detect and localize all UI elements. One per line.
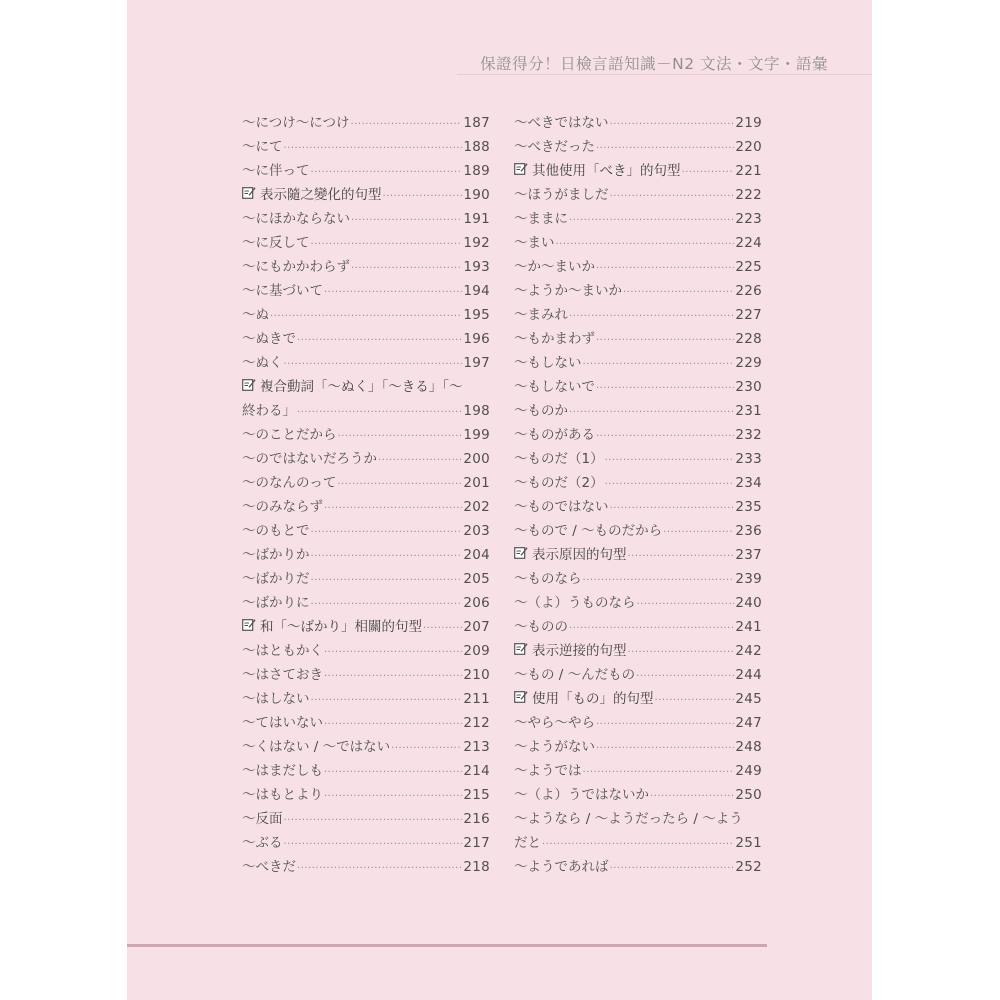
toc-entry-label: ～ものだ（2）: [514, 475, 604, 491]
dot-leader: [324, 665, 462, 689]
toc-page-number: 190: [463, 187, 490, 203]
toc-entry-label: 表示隨之變化的句型: [260, 187, 382, 203]
dot-leader: [311, 593, 463, 617]
toc-entry: [514, 471, 762, 495]
toc-entry: [514, 399, 762, 423]
toc-entry: [514, 135, 762, 159]
dot-leader: [311, 521, 463, 545]
toc-entry: [242, 759, 490, 783]
dot-leader: [569, 305, 734, 329]
toc-entry: [514, 807, 762, 831]
toc-page-number: 247: [735, 715, 762, 731]
toc-entry: [242, 639, 490, 663]
toc-entry-label: ～やら～やら: [514, 715, 595, 731]
dot-leader: [311, 161, 463, 185]
toc-entry-label: ～もかまわず: [514, 331, 595, 347]
toc-entry-label: ～べきだ: [242, 859, 296, 875]
dot-leader: [542, 833, 734, 857]
toc-page-number: 244: [735, 667, 762, 683]
toc-page-number: 201: [463, 475, 490, 491]
toc-entry-label: ～ものではない: [514, 499, 609, 515]
dot-leader: [583, 761, 735, 785]
dot-leader: [628, 641, 735, 665]
toc-page-number: 188: [463, 139, 490, 155]
toc-entry-label: ～（よ）うではないか: [514, 787, 649, 803]
dot-leader: [596, 329, 734, 353]
dot-leader: [324, 641, 462, 665]
toc-page-number: 225: [735, 259, 762, 275]
toc-entry-label: ～もので / ～ものだから: [514, 523, 663, 539]
dot-leader: [297, 401, 462, 425]
toc-page-number: 231: [735, 403, 762, 419]
dot-leader: [610, 113, 735, 137]
dot-leader: [391, 737, 462, 761]
toc-entry-label: ～もしない: [514, 355, 582, 371]
toc-entry: [242, 519, 490, 543]
toc-entry: [242, 399, 490, 423]
toc-page-number: 214: [463, 763, 490, 779]
dot-leader: [338, 425, 463, 449]
toc-page-number: 230: [735, 379, 762, 395]
toc-entry-label: ～ほうがましだ: [514, 187, 609, 203]
dot-leader: [628, 545, 735, 569]
toc-page-number: 252: [735, 859, 762, 875]
toc-entry-label: ～ぬく: [242, 355, 283, 371]
toc-entry: [514, 495, 762, 519]
dot-leader: [378, 449, 462, 473]
toc-page-number: 191: [463, 211, 490, 227]
toc-page-number: 233: [735, 451, 762, 467]
toc-entry-label: ～ようであれば: [514, 859, 609, 875]
toc-page-number: 227: [735, 307, 762, 323]
toc-entry: [514, 255, 762, 279]
toc-entry: [242, 231, 490, 255]
dot-leader: [324, 761, 462, 785]
toc-entry-label: ～ようがない: [514, 739, 595, 755]
toc-entry-label: ～はまだしも: [242, 763, 323, 779]
toc-entry-label: ～ものの: [514, 619, 568, 635]
toc-page-number: 194: [463, 283, 490, 299]
toc-page-number: 237: [735, 547, 762, 563]
dot-leader: [556, 233, 735, 257]
dot-leader: [610, 185, 735, 209]
toc-page-number: 224: [735, 235, 762, 251]
toc-page-number: 200: [463, 451, 490, 467]
dot-leader: [596, 137, 734, 161]
toc-page-number: 192: [463, 235, 490, 251]
toc-entry-label: ～ようか～まいか: [514, 283, 622, 299]
toc-category-entry: [242, 615, 490, 639]
toc-page-number: 226: [735, 283, 762, 299]
toc-page-number: 245: [735, 691, 762, 707]
toc-page-number: 229: [735, 355, 762, 371]
toc-page-number: 242: [735, 643, 762, 659]
dot-leader: [311, 233, 463, 257]
toc-entry-label: ～まい: [514, 235, 555, 251]
toc-entry-label: ～はともかく: [242, 643, 323, 659]
toc-page-number: 234: [735, 475, 762, 491]
toc-left-column: [242, 111, 490, 879]
toc-entry: [242, 351, 490, 375]
toc-entry-label: ～ものなら: [514, 571, 582, 587]
toc-page-number: 251: [735, 835, 762, 851]
toc-entry: [242, 327, 490, 351]
toc-entry: [514, 735, 762, 759]
memo-pencil-icon: [514, 543, 528, 556]
toc-entry: [514, 327, 762, 351]
toc-page-number: 204: [463, 547, 490, 563]
dot-leader: [682, 161, 735, 185]
toc-entry-label: 表示逆接的句型: [532, 643, 627, 659]
toc-entry: [514, 759, 762, 783]
toc-page-number: 207: [463, 619, 490, 635]
dot-leader: [655, 689, 735, 713]
toc-page-number: 196: [463, 331, 490, 347]
toc-entry: [242, 591, 490, 615]
toc-entry: [514, 855, 762, 879]
toc-page-number: 199: [463, 427, 490, 443]
toc-entry: [242, 831, 490, 855]
toc-entry-label: 使用「もの」的句型: [532, 691, 654, 707]
dot-leader: [324, 785, 462, 809]
dot-leader: [636, 665, 734, 689]
dot-leader: [610, 497, 735, 521]
memo-pencil-icon: [242, 375, 256, 388]
dot-leader: [583, 569, 735, 593]
toc-entry-label: ～にて: [242, 139, 283, 155]
toc-entry: [514, 351, 762, 375]
toc-entry-label: ～はもとより: [242, 787, 323, 803]
dot-leader: [337, 473, 462, 497]
toc-entry: [242, 663, 490, 687]
dot-leader: [351, 257, 462, 281]
toc-entry-label: 複合動詞「～ぬく」「～きる」「～: [260, 379, 463, 395]
dot-leader: [324, 713, 462, 737]
toc-entry-label: ～べきだった: [514, 139, 595, 155]
toc-entry: [242, 471, 490, 495]
toc-entry-label: ～に伴って: [242, 163, 310, 179]
toc-page-number: 197: [463, 355, 490, 371]
toc-entry-label: ～ぶる: [242, 835, 283, 851]
toc-page-number: 205: [463, 571, 490, 587]
toc-entry: [514, 303, 762, 327]
toc-category-entry: [514, 687, 762, 711]
dot-leader: [311, 689, 463, 713]
toc-entry: [242, 567, 490, 591]
toc-entry-label: ～ばかりに: [242, 595, 310, 611]
toc-entry: [514, 783, 762, 807]
memo-pencil-icon: [514, 639, 528, 652]
toc-entry: [514, 375, 762, 399]
memo-pencil-icon: [514, 159, 528, 172]
toc-entry: [242, 855, 490, 879]
toc-entry-label: ～反面: [242, 811, 283, 827]
toc-page-number: 241: [735, 619, 762, 635]
dot-leader: [596, 377, 734, 401]
toc-entry: [514, 447, 762, 471]
toc-page-number: 217: [463, 835, 490, 851]
toc-entry-label: ～はさておき: [242, 667, 323, 683]
toc-entry-label: ～はしない: [242, 691, 310, 707]
toc-page-number: 193: [463, 259, 490, 275]
dot-leader: [284, 809, 463, 833]
toc-entry: [514, 831, 762, 855]
toc-right-column: [514, 111, 762, 879]
toc-entry-label: 終わる」: [242, 403, 296, 419]
dot-leader: [663, 521, 734, 545]
dot-leader: [596, 713, 734, 737]
toc-entry: [242, 255, 490, 279]
toc-entry: [514, 567, 762, 591]
toc-entry: [242, 111, 490, 135]
toc-entry-label: ～に反して: [242, 235, 310, 251]
dot-leader: [324, 281, 462, 305]
toc-entry: [242, 207, 490, 231]
toc-entry-label: だと: [514, 835, 541, 851]
toc-page-number: 248: [735, 739, 762, 755]
dot-leader: [284, 137, 463, 161]
toc-entry-label: ～ばかりか: [242, 547, 310, 563]
toc-entry: [242, 783, 490, 807]
dot-leader: [311, 545, 463, 569]
toc-page-number: 222: [735, 187, 762, 203]
toc-page-number: 250: [735, 787, 762, 803]
dot-leader: [297, 857, 462, 881]
dot-leader: [596, 425, 734, 449]
toc-entry-label: ～ままに: [514, 211, 568, 227]
toc-entry-label: ～べきではない: [514, 115, 609, 131]
toc-entry: [514, 207, 762, 231]
toc-entry: [514, 591, 762, 615]
toc-entry-label: ～（よ）うものなら: [514, 595, 636, 611]
toc-entry: [242, 807, 490, 831]
toc-entry-label: 其他使用「べき」的句型: [532, 163, 681, 179]
toc-page-number: 219: [735, 115, 762, 131]
dot-leader: [596, 257, 734, 281]
toc-entry: [514, 183, 762, 207]
toc-entry-label: ～もの / ～んだもの: [514, 667, 636, 683]
dot-leader: [270, 305, 462, 329]
toc-category-entry: [242, 375, 490, 399]
dot-leader: [605, 449, 735, 473]
toc-entry: [514, 111, 762, 135]
toc-page-number: 211: [463, 691, 490, 707]
toc-entry: [242, 735, 490, 759]
toc-page-number: 249: [735, 763, 762, 779]
toc-entry: [242, 447, 490, 471]
bottom-rule: [127, 944, 767, 947]
dot-leader: [284, 833, 463, 857]
toc-page-number: 240: [735, 595, 762, 611]
toc-entry-label: ～のもとで: [242, 523, 310, 539]
toc-entry: [242, 135, 490, 159]
toc-entry-label: ～ものだ（1）: [514, 451, 604, 467]
toc-entry: [242, 423, 490, 447]
dot-leader: [650, 785, 734, 809]
dot-leader: [350, 113, 462, 137]
dot-leader: [423, 617, 462, 641]
toc-page-number: 206: [463, 595, 490, 611]
toc-entry-label: ～にほかならない: [242, 211, 350, 227]
toc-entry: [242, 495, 490, 519]
toc-entry: [242, 279, 490, 303]
dot-leader: [297, 329, 462, 353]
toc-entry-label: ～に基づいて: [242, 283, 323, 299]
dot-leader: [569, 209, 734, 233]
toc-category-entry: [514, 639, 762, 663]
header-rule: [457, 74, 872, 75]
toc-entry-label: ～のみならず: [242, 499, 323, 515]
toc-entry-label: ～ものがある: [514, 427, 595, 443]
toc-entry: [514, 423, 762, 447]
memo-pencil-icon: [242, 183, 256, 196]
toc-page-number: 209: [463, 643, 490, 659]
running-header: 保證得分！日檢言語知識－N2 文法・文字・語彙: [480, 55, 828, 73]
toc-entry-label: ～のことだから: [242, 427, 337, 443]
toc-entry-label: ～か～まいか: [514, 259, 595, 275]
toc-page-number: 202: [463, 499, 490, 515]
toc-entry-label: 表示原因的句型: [532, 547, 627, 563]
toc-page-number: 235: [735, 499, 762, 515]
toc-entry: [242, 159, 490, 183]
toc-entry: [514, 231, 762, 255]
toc-page-number: 216: [463, 811, 490, 827]
toc-entry: [514, 279, 762, 303]
dot-leader: [569, 401, 734, 425]
toc-entry-label: ～もしないで: [514, 379, 595, 395]
toc-entry-label: ～のなんのって: [242, 475, 337, 491]
memo-pencil-icon: [514, 687, 528, 700]
toc-page-number: 218: [463, 859, 490, 875]
toc-entry-label: ～にもかかわらず: [242, 259, 350, 275]
toc-entry: [514, 711, 762, 735]
dot-leader: [569, 617, 734, 641]
toc-entry-label: ～てはいない: [242, 715, 323, 731]
toc-page-number: 195: [463, 307, 490, 323]
toc-entry-label: ～ようでは: [514, 763, 582, 779]
toc-page-number: 220: [735, 139, 762, 155]
dot-leader: [351, 209, 462, 233]
toc-page-number: 221: [735, 163, 762, 179]
toc-entry: [514, 663, 762, 687]
toc-entry: [242, 711, 490, 735]
toc-entry-label: ～ばかりだ: [242, 571, 310, 587]
toc-page-number: 213: [463, 739, 490, 755]
toc-entry: [242, 543, 490, 567]
toc-page-number: 239: [735, 571, 762, 587]
toc-page-number: 210: [463, 667, 490, 683]
toc-entry-label: ～ぬ: [242, 307, 269, 323]
toc-page-number: 189: [463, 163, 490, 179]
toc-page-number: 236: [735, 523, 762, 539]
toc-page-number: 215: [463, 787, 490, 803]
toc-entry: [242, 303, 490, 327]
dot-leader: [637, 593, 735, 617]
toc-entry: [514, 519, 762, 543]
dot-leader: [324, 497, 462, 521]
toc-entry-label: ～まみれ: [514, 307, 568, 323]
toc-page-number: 187: [463, 115, 490, 131]
toc-entry-label: ～のではないだろうか: [242, 451, 377, 467]
dot-leader: [596, 737, 734, 761]
dot-leader: [284, 353, 463, 377]
toc-entry-label: ～くはない / ～ではない: [242, 739, 391, 755]
toc-entry-label: ～ぬきで: [242, 331, 296, 347]
toc-entry-label: ～ようなら / ～ようだったら / ～よう: [514, 811, 743, 827]
toc-category-entry: [514, 159, 762, 183]
toc-entry-label: 和「～ばかり」相關的句型: [260, 619, 422, 635]
toc-entry: [514, 615, 762, 639]
toc-page-number: 198: [463, 403, 490, 419]
toc-entry-label: ～ものか: [514, 403, 568, 419]
dot-leader: [605, 473, 735, 497]
toc-entry: [242, 687, 490, 711]
book-page: [127, 0, 872, 1000]
toc-entry-label: ～につけ～につけ: [242, 115, 350, 131]
toc-page-number: 228: [735, 331, 762, 347]
toc-page-number: 232: [735, 427, 762, 443]
dot-leader: [583, 353, 735, 377]
memo-pencil-icon: [242, 615, 256, 628]
toc-page-number: 212: [463, 715, 490, 731]
dot-leader: [610, 857, 735, 881]
toc-category-entry: [242, 183, 490, 207]
toc-page-number: 223: [735, 211, 762, 227]
dot-leader: [311, 569, 463, 593]
dot-leader: [383, 185, 463, 209]
dot-leader: [623, 281, 734, 305]
toc-page-number: 203: [463, 523, 490, 539]
toc-category-entry: [514, 543, 762, 567]
